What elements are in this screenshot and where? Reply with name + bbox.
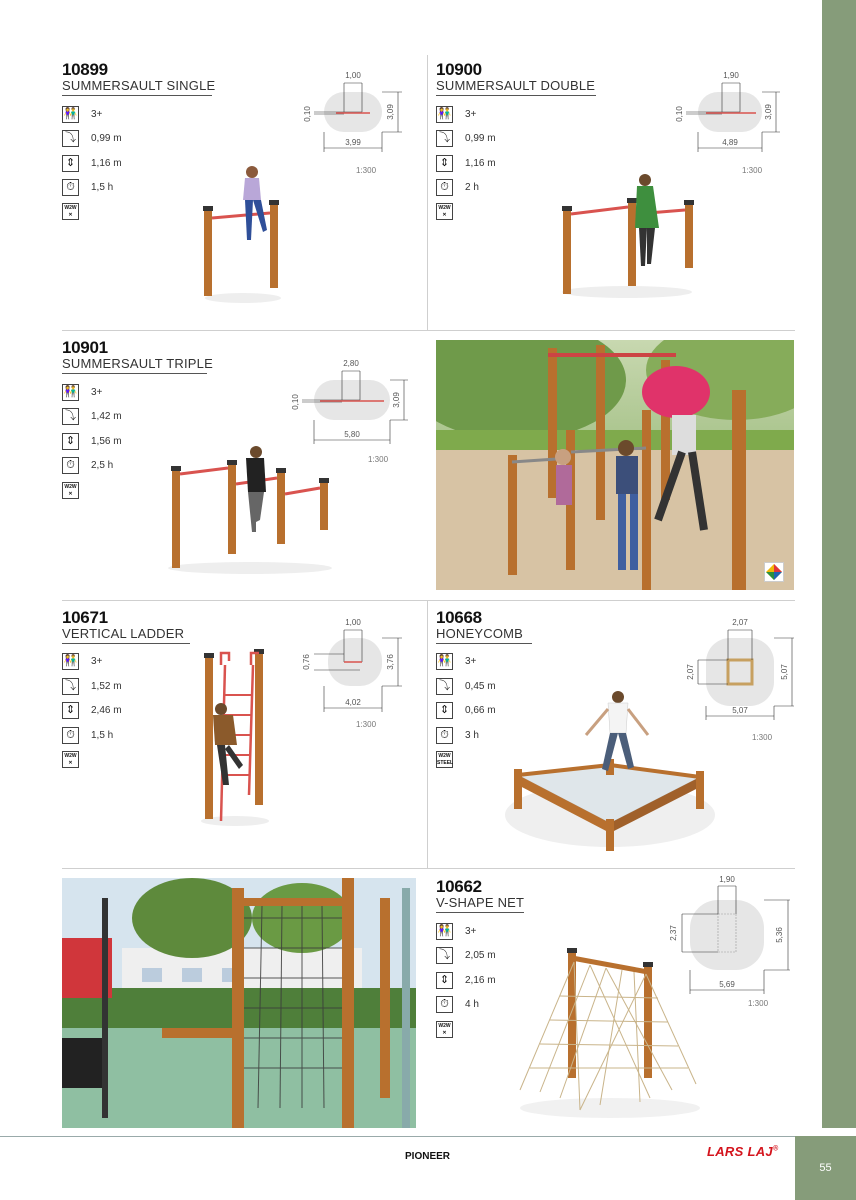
equipment-illustration: [195, 160, 295, 305]
children-age-icon: 👫: [436, 923, 453, 940]
spec-age: 👫 3+: [62, 653, 102, 670]
plan-dim-right: 5,36: [775, 927, 784, 943]
plan-dim-right: 3,09: [386, 104, 395, 120]
product-name: SUMMERSAULT SINGLE: [62, 78, 212, 96]
plan-dim-bottom: 5,69: [719, 980, 735, 989]
free-height-icon: ⇕: [436, 702, 453, 719]
product-name: HONEYCOMB: [436, 626, 532, 644]
material-badge-icon: W2W ✕: [436, 1021, 453, 1038]
plan-dim-bottom: 5,80: [344, 430, 360, 439]
spec-installation-time: ⏱ 1,5 h: [62, 727, 113, 744]
divider-horizontal-3: [62, 868, 795, 869]
spec-age: 👫 3+: [436, 923, 476, 940]
spec-free-height: ⇕ 0,66 m: [436, 702, 496, 719]
plan-dim-right: 3,09: [764, 104, 773, 120]
side-color-band: [822, 0, 856, 1128]
plan-scale: 1:300: [752, 733, 773, 742]
spec-installation-time: ⏱ 4 h: [436, 996, 479, 1013]
equipment-illustration: [160, 440, 340, 580]
plan-diagram: [672, 68, 788, 156]
material-badge-icon: W2W ✕: [62, 203, 79, 220]
equipment-illustration: [195, 645, 275, 830]
plan-scale: 1:300: [368, 455, 389, 464]
spec-free-height: ⇕ 1,16 m: [62, 155, 122, 172]
fall-height-icon: ⤵: [436, 678, 453, 695]
material-badge-icon: W2W ✕: [62, 482, 79, 499]
fall-height-icon: ⤵: [62, 678, 79, 695]
footer-series-title: PIONEER: [405, 1151, 451, 1162]
children-age-icon: 👫: [62, 384, 79, 401]
page-number: 55: [819, 1162, 832, 1174]
plan-dim-top: 1,00: [345, 618, 361, 627]
free-height-icon: ⇕: [436, 155, 453, 172]
plan-dim-top: 1,00: [345, 71, 361, 80]
product-code: 10901: [62, 338, 108, 357]
installation-time-icon: ⏱: [436, 727, 453, 744]
plan-dim-left: 0,10: [291, 394, 300, 410]
spec-installation-time: ⏱ 2,5 h: [62, 457, 113, 474]
product-photo-playground: [436, 340, 794, 590]
spec-age: 👫 3+: [62, 106, 102, 123]
spec-age: 👫 3+: [436, 106, 476, 123]
plan-dim-left: 2,07: [686, 664, 695, 680]
installation-time-icon: ⏱: [436, 179, 453, 196]
spec-free-height: ⇕ 1,56 m: [62, 433, 122, 450]
spec-fall-height: ⤵ 0,99 m: [62, 130, 122, 147]
plan-dim-left: 2,37: [669, 925, 678, 941]
plan-dim-bottom: 4,02: [345, 698, 361, 707]
product-code: 10668: [436, 608, 482, 627]
equipment-illustration: [500, 685, 720, 855]
divider-horizontal-2: [62, 600, 795, 601]
plan-dim-left: 0,10: [675, 106, 684, 122]
spec-fall-height: ⤵ 1,52 m: [62, 678, 122, 695]
product-name: SUMMERSAULT DOUBLE: [436, 78, 596, 96]
installation-time-icon: ⏱: [436, 996, 453, 1013]
equipment-illustration: [555, 170, 705, 300]
fall-height-icon: ⤵: [62, 408, 79, 425]
plan-dim-top: 1,90: [719, 875, 735, 884]
product-code: 10671: [62, 608, 108, 627]
installation-time-icon: ⏱: [62, 457, 79, 474]
spec-fall-height: ⤵ 1,42 m: [62, 408, 122, 425]
product-photo-net: [62, 878, 416, 1128]
plan-scale: 1:300: [742, 166, 763, 175]
divider-vertical-2: [427, 600, 428, 868]
plan-dim-top: 2,80: [343, 359, 359, 368]
spec-age: 👫 3+: [62, 384, 102, 401]
material-badge-icon: W2W ✕: [62, 751, 79, 768]
free-height-icon: ⇕: [62, 702, 79, 719]
plan-scale: 1:300: [748, 999, 769, 1008]
installation-time-icon: ⏱: [62, 727, 79, 744]
spec-fall-height: ⤵ 0,45 m: [436, 678, 496, 695]
product-code: 10662: [436, 877, 482, 896]
spec-installation-time: ⏱ 3 h: [436, 727, 479, 744]
equipment-illustration: [510, 940, 705, 1122]
spec-installation-time: ⏱ 2 h: [436, 179, 479, 196]
divider-horizontal-1: [62, 330, 795, 331]
plan-dim-left: 0,76: [302, 654, 311, 670]
brand-logo: LARS LAJ®: [707, 1144, 779, 1159]
material-badge-icon: W2W ✕: [436, 203, 453, 220]
installation-time-icon: ⏱: [62, 179, 79, 196]
plan-dim-right: 3,09: [392, 392, 401, 408]
plan-dim-right: 3,76: [386, 654, 395, 670]
product-code: 10900: [436, 60, 482, 79]
plan-diagram: [300, 616, 410, 722]
product-name: V-SHAPE NET: [436, 895, 524, 913]
children-age-icon: 👫: [62, 106, 79, 123]
plan-dim-top: 1,90: [723, 71, 739, 80]
plan-dim-top: 2,07: [732, 618, 748, 627]
spec-fall-height: ⤵ 0,99 m: [436, 130, 496, 147]
plan-dim-bottom: 5,07: [732, 706, 748, 715]
product-name: SUMMERSAULT TRIPLE: [62, 356, 207, 374]
divider-vertical-1: [427, 55, 428, 330]
plan-diagram: [288, 356, 414, 448]
plan-dim-left: 0,10: [303, 106, 312, 122]
page-number-box: [795, 1136, 856, 1200]
material-badge-icon: W2W STEEL: [437, 753, 454, 766]
spec-fall-height: ⤵ 2,05 m: [436, 947, 496, 964]
children-age-icon: 👫: [62, 653, 79, 670]
plan-diagram: [300, 68, 410, 156]
spec-free-height: ⇕ 2,46 m: [62, 702, 122, 719]
plan-dim-bottom: 4,89: [722, 138, 738, 147]
fall-height-icon: ⤵: [62, 130, 79, 147]
children-age-icon: 👫: [436, 653, 453, 670]
plan-dim-right: 5,07: [780, 664, 789, 680]
free-height-icon: ⇕: [62, 433, 79, 450]
product-name: VERTICAL LADDER: [62, 626, 190, 644]
spec-free-height: ⇕ 1,16 m: [436, 155, 496, 172]
plan-scale: 1:300: [356, 166, 377, 175]
plan-dim-bottom: 3,99: [345, 138, 361, 147]
free-height-icon: ⇕: [436, 972, 453, 989]
color-palette-icon: [764, 562, 784, 582]
children-age-icon: 👫: [436, 106, 453, 123]
fall-height-icon: ⤵: [436, 130, 453, 147]
footer-rule: [0, 1136, 795, 1137]
spec-free-height: ⇕ 2,16 m: [436, 972, 496, 989]
free-height-icon: ⇕: [62, 155, 79, 172]
fall-height-icon: ⤵: [436, 947, 453, 964]
spec-installation-time: ⏱ 1,5 h: [62, 179, 113, 196]
product-code: 10899: [62, 60, 108, 79]
plan-scale: 1:300: [356, 720, 377, 729]
spec-age: 👫 3+: [436, 653, 476, 670]
